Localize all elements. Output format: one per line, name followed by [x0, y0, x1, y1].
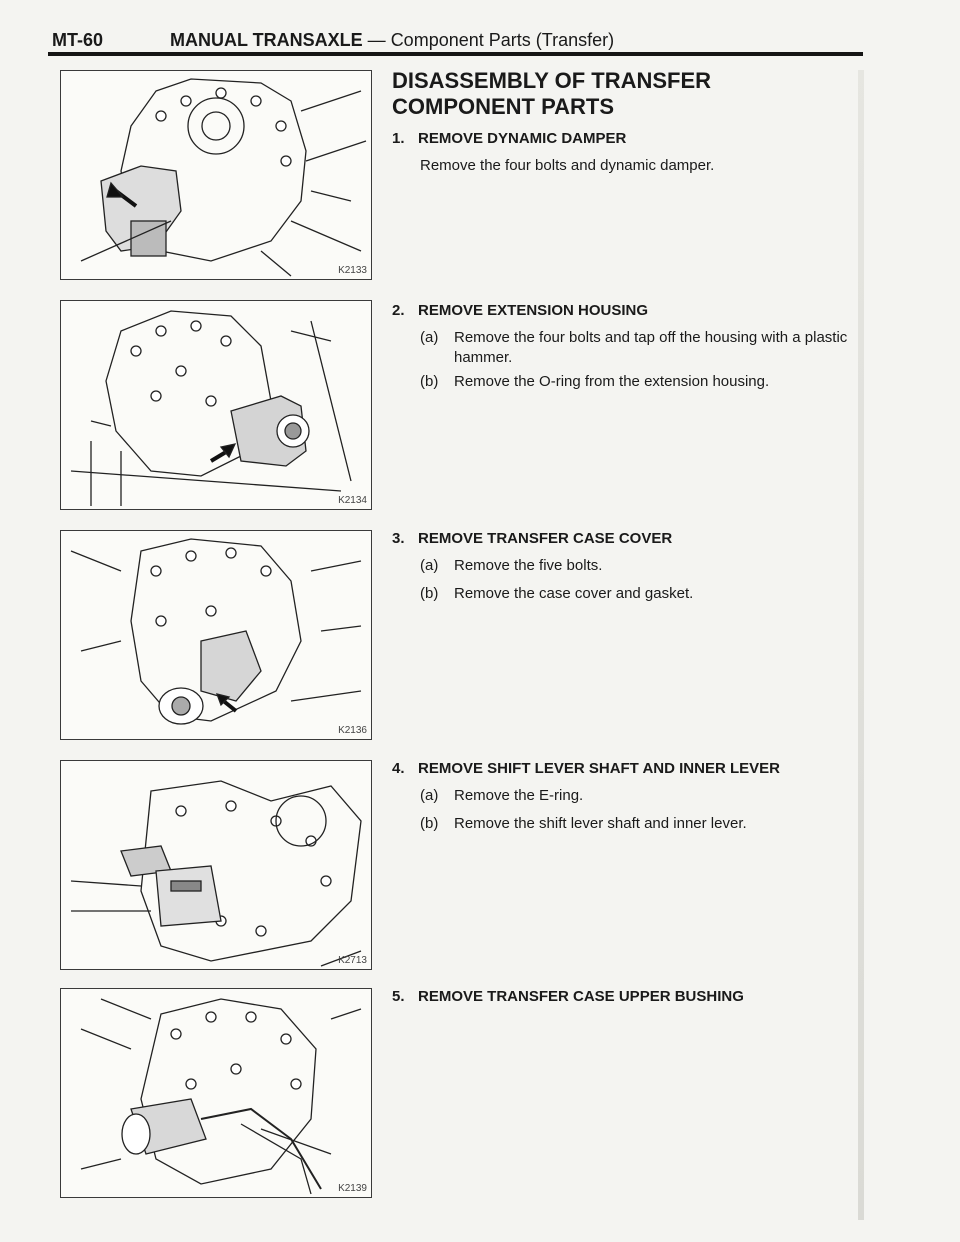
step-heading: REMOVE DYNAMIC DAMPER	[418, 130, 627, 147]
step-heading: REMOVE SHIFT LEVER SHAFT AND INNER LEVER	[418, 760, 780, 777]
figure-code: K2136	[338, 725, 367, 736]
sub-text: Remove the five bolts.	[454, 557, 603, 574]
page-header	[0, 0, 960, 60]
figure-code: K2139	[338, 1183, 367, 1194]
illustration-shift-lever-shaft	[61, 761, 372, 970]
step-4-title	[392, 760, 780, 777]
step-heading: REMOVE TRANSFER CASE UPPER BUSHING	[418, 988, 744, 1005]
page-number: MT-60	[52, 30, 104, 50]
step-heading: REMOVE TRANSFER CASE COVER	[418, 530, 673, 547]
sub-label: (a)	[420, 557, 439, 574]
sub-text: Remove the case cover and gasket.	[454, 585, 694, 602]
page-edge-shadow	[858, 70, 864, 1220]
figure-shift-lever-shaft	[60, 760, 372, 970]
sub-text: Remove the E-ring.	[454, 787, 584, 804]
figure-transfer-case-cover	[60, 530, 372, 740]
figure-code: K2134	[338, 495, 367, 506]
step-number: 4.	[392, 760, 405, 777]
header-subsection: Component Parts (Transfer)	[390, 30, 615, 50]
sub-label: (a)	[420, 787, 439, 804]
step-1-title	[392, 130, 626, 147]
header-title	[170, 30, 614, 51]
header-separator: —	[362, 30, 391, 50]
figure-code: K2713	[338, 955, 367, 966]
step-1-text: Remove the four bolts and dynamic damper.	[420, 157, 715, 174]
illustration-dynamic-damper	[61, 71, 372, 280]
step-3-title	[392, 530, 672, 547]
step-heading: REMOVE EXTENSION HOUSING	[418, 302, 649, 319]
header-rule	[48, 52, 863, 56]
step-2-title	[392, 302, 648, 319]
step-number: 5.	[392, 988, 405, 1005]
sub-text: Remove the four bolts and tap off the housing with a plastic hammer.	[454, 329, 848, 366]
sub-label: (b)	[420, 373, 439, 390]
step-number: 1.	[392, 130, 405, 147]
figure-extension-housing	[60, 300, 372, 510]
sub-label: (a)	[420, 329, 439, 346]
sub-text: Remove the shift lever shaft and inner lever.	[454, 815, 747, 832]
step-number: 2.	[392, 302, 405, 319]
header-section: MANUAL TRANSAXLE	[170, 30, 363, 50]
figure-upper-bushing	[60, 988, 372, 1198]
page-title: DISASSEMBLY OF TRANSFER COMPONENT PARTS	[392, 68, 712, 119]
sub-label: (b)	[420, 585, 439, 602]
sub-label: (b)	[420, 815, 439, 832]
illustration-upper-bushing	[61, 989, 372, 1198]
step-5-title	[392, 988, 744, 1005]
illustration-extension-housing	[61, 301, 372, 510]
step-number: 3.	[392, 530, 405, 547]
figure-dynamic-damper	[60, 70, 372, 280]
illustration-transfer-case-cover	[61, 531, 372, 740]
figure-code: K2133	[338, 265, 367, 276]
sub-text: Remove the O-ring from the extension housing.	[454, 373, 770, 390]
